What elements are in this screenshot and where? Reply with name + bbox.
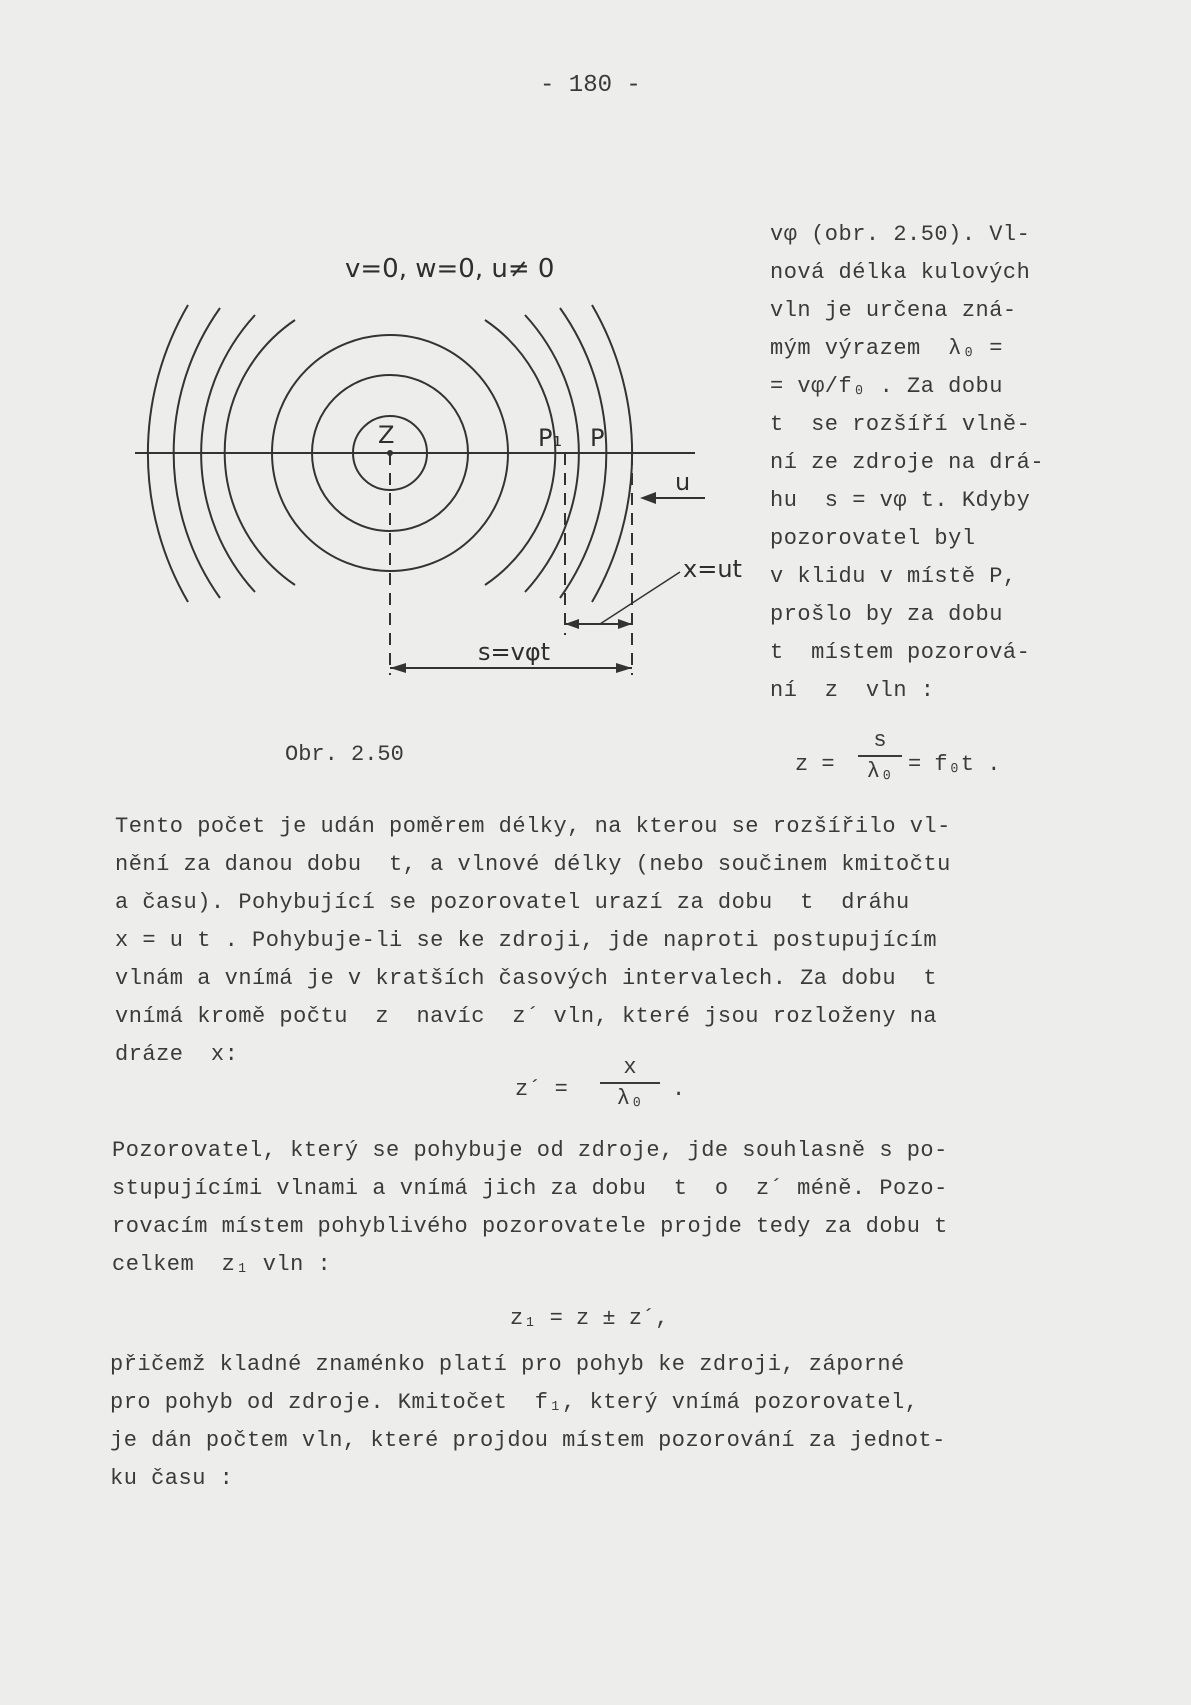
text-line: Pozorovatel, který se pohybuje od zdroje, jde souhlasně s po- [112, 1138, 948, 1163]
x-leader-line [600, 572, 680, 624]
x-arrow-left [565, 619, 579, 629]
side-line: t místem pozorová- [770, 640, 1031, 665]
text-line: dráze x: [115, 1042, 239, 1067]
side-line: nová délka kulových [770, 260, 1031, 285]
eq1-denominator: λ₀ [866, 759, 894, 784]
label-s: s=vφt [478, 638, 551, 666]
text-line: ku času : [110, 1466, 234, 1491]
s-arrow-left [390, 663, 406, 673]
side-line: mým výrazem λ₀ = [770, 336, 1003, 361]
label-u: u [675, 468, 691, 496]
eq1-rhs: = f₀t . [908, 752, 1001, 777]
text-line: x = u t . Pohybuje-li se ke zdroji, jde naproti postupujícím [115, 928, 938, 953]
side-line: pozorovatel byl [770, 526, 976, 551]
u-arrowhead [640, 492, 656, 504]
eq2-lhs: z´ = [515, 1077, 568, 1102]
figure-caption: Obr. 2.50 [285, 742, 404, 767]
figure-condition: v=0, w=0, u≠ 0 [345, 254, 555, 284]
eq2-fraction [600, 1055, 660, 1111]
side-line: ní z vln : [770, 678, 935, 703]
eq2-numerator: x [623, 1055, 637, 1080]
eq1-lhs: z = [795, 752, 835, 777]
s-arrow-right [616, 663, 632, 673]
text-line: a času). Pohybující se pozorovatel urazí za dobu t dráhu [115, 890, 910, 915]
side-line: hu s = vφ t. Kdyby [770, 488, 1031, 513]
page-number: - 180 - [540, 72, 641, 99]
side-line: prošlo by za dobu [770, 602, 1003, 627]
text-line: vnímá kromě počtu z navíc z´ vln, které jsou rozloženy na [115, 1004, 938, 1029]
label-z: Z [378, 421, 395, 449]
eq1-fraction [858, 728, 902, 784]
text-line: celkem z₁ vln : [112, 1252, 332, 1277]
side-line: v klidu v místě P, [770, 564, 1017, 589]
text-line: rovacím místem pohyblivého pozorovatele projde tedy za dobu t [112, 1214, 948, 1239]
eq1-numerator: s [873, 728, 887, 753]
eq2-denominator: λ₀ [616, 1086, 644, 1111]
text-line: pro pohyb od zdroje. Kmitočet f₁, který vnímá pozorovatel, [110, 1390, 919, 1415]
side-line: vln je určena zná- [770, 298, 1017, 323]
side-line: vφ (obr. 2.50). Vl- [770, 222, 1031, 247]
label-x: x=ut [683, 555, 742, 583]
fraction-bar [858, 755, 902, 757]
fraction-bar [600, 1082, 660, 1084]
side-line: ní ze zdroje na drá- [770, 450, 1045, 475]
text-line: nění za danou dobu t, a vlnové délky (nebo součinem kmitočtu [115, 852, 951, 877]
text-line: Tento počet je udán poměrem délky, na kterou se rozšířilo vl- [115, 814, 951, 839]
label-p: P [590, 424, 605, 452]
text-line: je dán počtem vln, které projdou místem pozorování za jednot- [110, 1428, 946, 1453]
figure-doppler-waves [120, 240, 742, 680]
side-line: t se rozšíří vlně- [770, 412, 1031, 437]
x-arrow-right [618, 619, 632, 629]
label-p1: P₁ [538, 424, 563, 452]
text-line: vlnám a vnímá je v kratších časových intervalech. Za dobu t [115, 966, 938, 991]
text-line: přičemž kladné znaménko platí pro pohyb ke zdroji, záporné [110, 1352, 905, 1377]
equation-3: z₁ = z ± z´, [510, 1306, 669, 1331]
side-line: = vφ/f₀ . Za dobu [770, 374, 1003, 399]
text-line: stupujícími vlnami a vnímá jich za dobu t o z´ méně. Pozo- [112, 1176, 948, 1201]
eq2-rhs: . [672, 1077, 686, 1102]
